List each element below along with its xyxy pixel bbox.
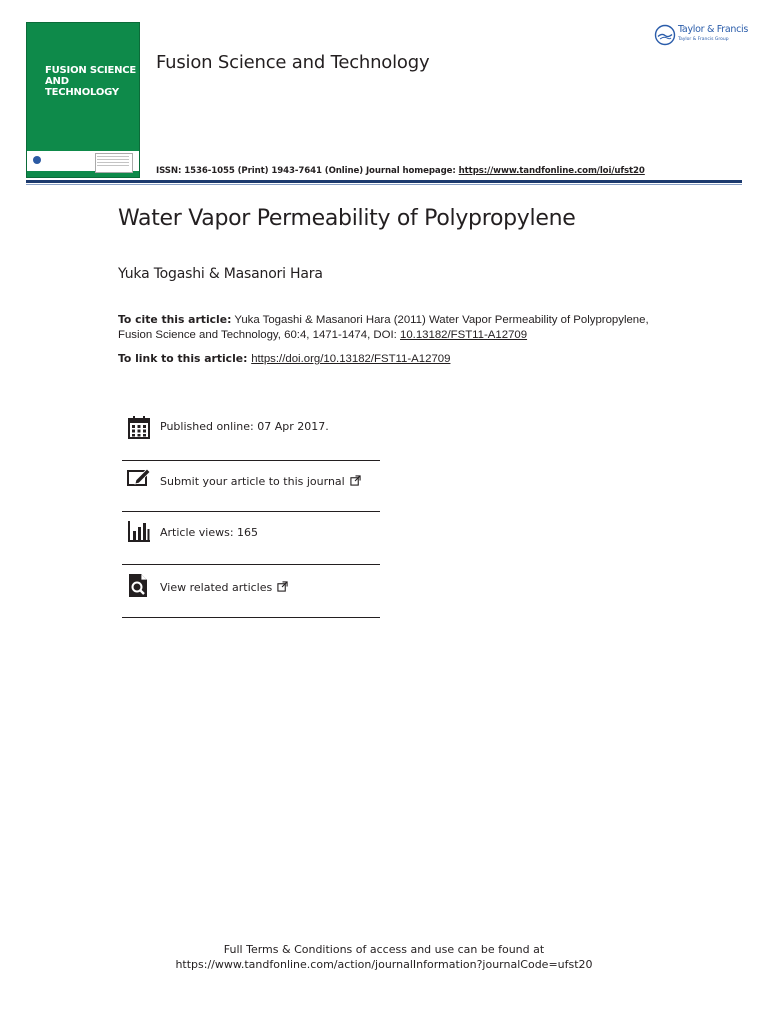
footer-terms-url[interactable]: https://www.tandfonline.com/action/journalInformation?journalCode=ufst20 bbox=[175, 958, 593, 971]
related-articles-row bbox=[160, 581, 288, 594]
publisher-logo bbox=[654, 22, 749, 48]
related-articles-link[interactable] bbox=[122, 572, 380, 600]
submit-article-row bbox=[160, 475, 361, 488]
info-divider bbox=[122, 460, 380, 461]
external-link-icon bbox=[350, 475, 361, 486]
article-authors: Yuka Togashi & Masanori Hara bbox=[118, 266, 323, 282]
submit-article-link[interactable] bbox=[122, 466, 380, 494]
journal-cover-image bbox=[26, 22, 140, 178]
bar-chart-icon bbox=[126, 518, 152, 544]
document-search-icon bbox=[126, 572, 152, 598]
article-views-row bbox=[122, 518, 380, 546]
cover-title bbox=[45, 65, 137, 98]
journal-title: Fusion Science and Technology bbox=[156, 52, 430, 73]
published-row bbox=[122, 414, 380, 442]
cite-label: To cite this article: bbox=[118, 313, 232, 326]
article-title: Water Vapor Permeability of Polypropylene bbox=[118, 206, 576, 231]
link-label: To link to this article: bbox=[118, 352, 252, 365]
external-link-icon bbox=[277, 581, 288, 592]
issn-text: ISSN: 1536-1055 (Print) 1943-7641 (Online) Journal homepage: bbox=[156, 166, 459, 176]
cover-title-line1: FUSION SCIENCE bbox=[45, 65, 137, 76]
edit-icon bbox=[126, 466, 152, 492]
citation-block bbox=[118, 312, 678, 343]
journal-homepage-link[interactable]: https://www.tandfonline.com/loi/ufst20 bbox=[458, 166, 645, 176]
header-divider bbox=[26, 180, 742, 183]
cover-title-line2: AND TECHNOLOGY bbox=[45, 76, 119, 98]
footer-terms bbox=[0, 942, 768, 972]
info-divider bbox=[122, 617, 380, 618]
calendar-icon bbox=[126, 414, 152, 440]
taylor-francis-logo-icon bbox=[654, 24, 676, 46]
article-link-block bbox=[118, 352, 678, 365]
cite-doi-link[interactable]: 10.13182/FST11-A12709 bbox=[400, 329, 528, 341]
info-divider bbox=[122, 564, 380, 565]
submit-article-label: Submit your article to this journal bbox=[160, 475, 345, 488]
publisher-name: Taylor & Francis bbox=[678, 24, 749, 35]
article-views-count: Article views: 165 bbox=[160, 526, 259, 539]
publisher-group: Taylor & Francis Group bbox=[678, 37, 729, 42]
society-logo-icon bbox=[33, 156, 41, 164]
info-divider bbox=[122, 511, 380, 512]
cover-info-lines bbox=[97, 156, 129, 168]
related-articles-label: View related articles bbox=[160, 581, 273, 594]
header-divider-thin bbox=[26, 184, 742, 185]
published-date: Published online: 07 Apr 2017. bbox=[160, 420, 329, 433]
footer-terms-line: Full Terms & Conditions of access and use can be found at bbox=[223, 943, 545, 956]
issn-line bbox=[156, 166, 645, 176]
cite-text: Yuka Togashi & Masanori Hara (2011) Water Vapor Permeability of Polypropylene, Fusion Science and Technology, 60:4, 1471-1474, DOI: bbox=[118, 314, 649, 341]
article-doi-link[interactable]: https://doi.org/10.13182/FST11-A12709 bbox=[251, 353, 451, 365]
